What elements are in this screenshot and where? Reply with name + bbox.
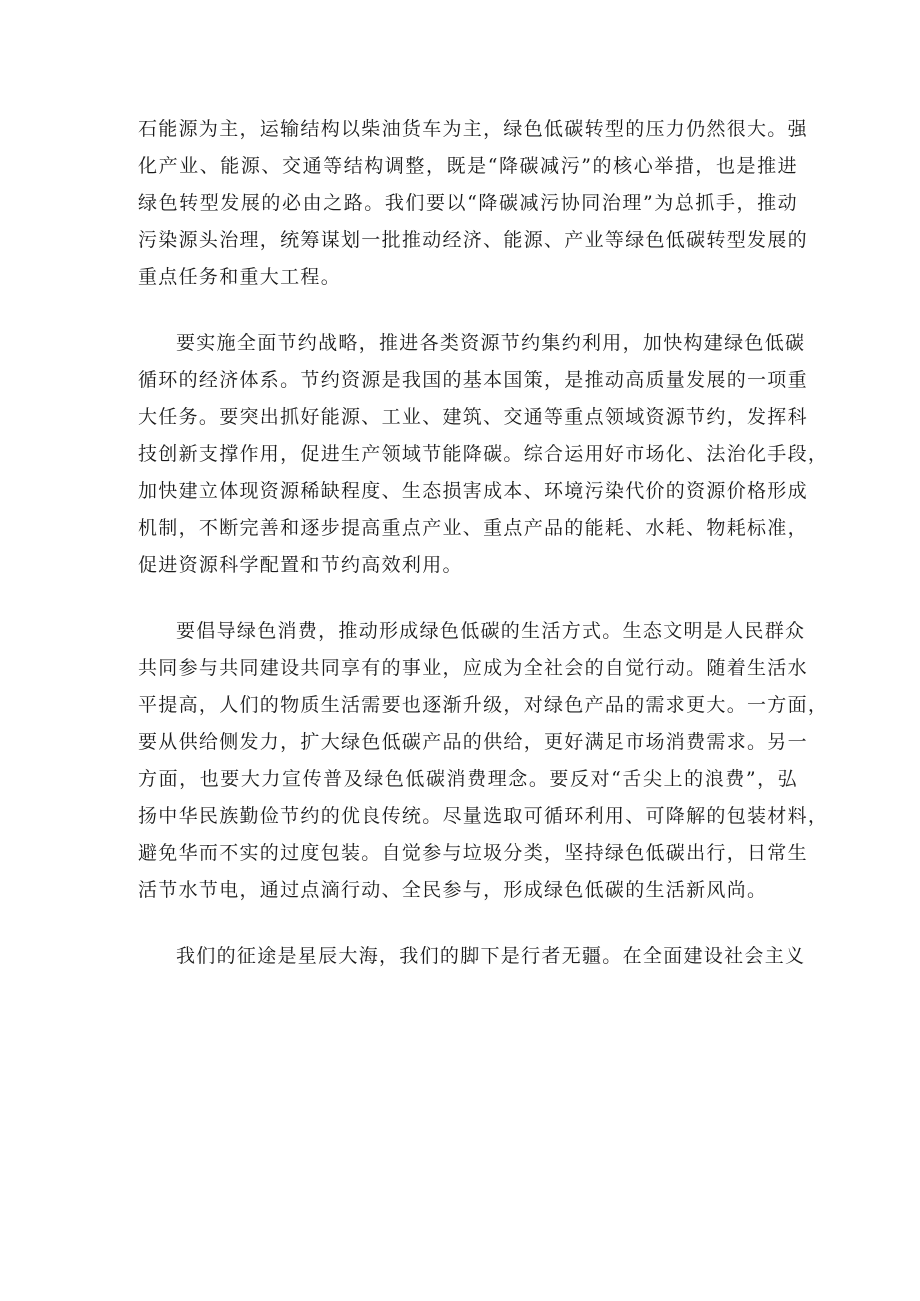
text-line: 大任务。要突出抓好能源、工业、建筑、交通等重点领域资源节约，发挥科	[138, 406, 808, 428]
paragraph-2	[138, 325, 829, 584]
text-line: 加快建立体现资源稀缺程度、生态损害成本、环境污染代价的资源价格形成	[138, 480, 808, 502]
text-line: 石能源为主，运输结构以柴油货车为主，绿色低碳转型的压力仍然很大。强	[138, 118, 808, 140]
text-line: 要倡导绿色消费，推动形成绿色低碳的生活方式。生态文明是人民群众	[176, 620, 806, 642]
text-line: 平提高，人们的物质生活需要也逐渐升级，对绿色产品的需求更大。一方面，	[138, 694, 829, 716]
text-line: 促进资源科学配置和节约高效利用。	[138, 554, 463, 576]
text-line: 化产业、能源、交通等结构调整，既是“降碳减污”的核心举措，也是推进	[138, 155, 798, 177]
text-line: 污染源头治理，统筹谋划一批推动经济、能源、产业等绿色低碳转型发展的	[138, 229, 808, 251]
paragraph-3	[138, 613, 829, 909]
text-line: 共同参与共同建设共同享有的事业，应成为全社会的自觉行动。随着生活水	[138, 657, 808, 679]
text-line: 扬中华民族勤俭节约的优良传统。尽量选取可循环利用、可降解的包装材料，	[138, 805, 829, 827]
paragraph-4	[138, 938, 806, 975]
text-line: 方面，也要大力宣传普及绿色低碳消费理念。要反对“舌尖上的浪费”，弘	[138, 768, 798, 790]
paragraph-1	[138, 111, 808, 296]
text-line: 要实施全面节约战略，推进各类资源节约集约利用，加快构建绿色低碳	[176, 332, 806, 354]
text-line: 循环的经济体系。节约资源是我国的基本国策，是推动高质量发展的一项重	[138, 369, 808, 391]
text-line: 要从供给侧发力，扩大绿色低碳产品的供给，更好满足市场消费需求。另一	[138, 731, 808, 753]
text-line: 我们的征途是星辰大海，我们的脚下是行者无疆。在全面建设社会主义	[176, 945, 806, 967]
text-line: 重点任务和重大工程。	[138, 266, 342, 288]
text-line: 技创新支撑作用，促进生产领域节能降碳。综合运用好市场化、法治化手段，	[138, 443, 829, 465]
document-body	[138, 111, 829, 975]
text-line: 避免华而不实的过度包装。自觉参与垃圾分类，坚持绿色低碳出行，日常生	[138, 842, 808, 864]
text-line: 绿色转型发展的必由之路。我们要以“降碳减污协同治理”为总抓手，推动	[138, 192, 798, 214]
text-line: 机制，不断完善和逐步提高重点产业、重点产品的能耗、水耗、物耗标准，	[138, 517, 808, 539]
text-line: 活节水节电，通过点滴行动、全民参与，形成绿色低碳的生活新风尚。	[138, 879, 768, 901]
